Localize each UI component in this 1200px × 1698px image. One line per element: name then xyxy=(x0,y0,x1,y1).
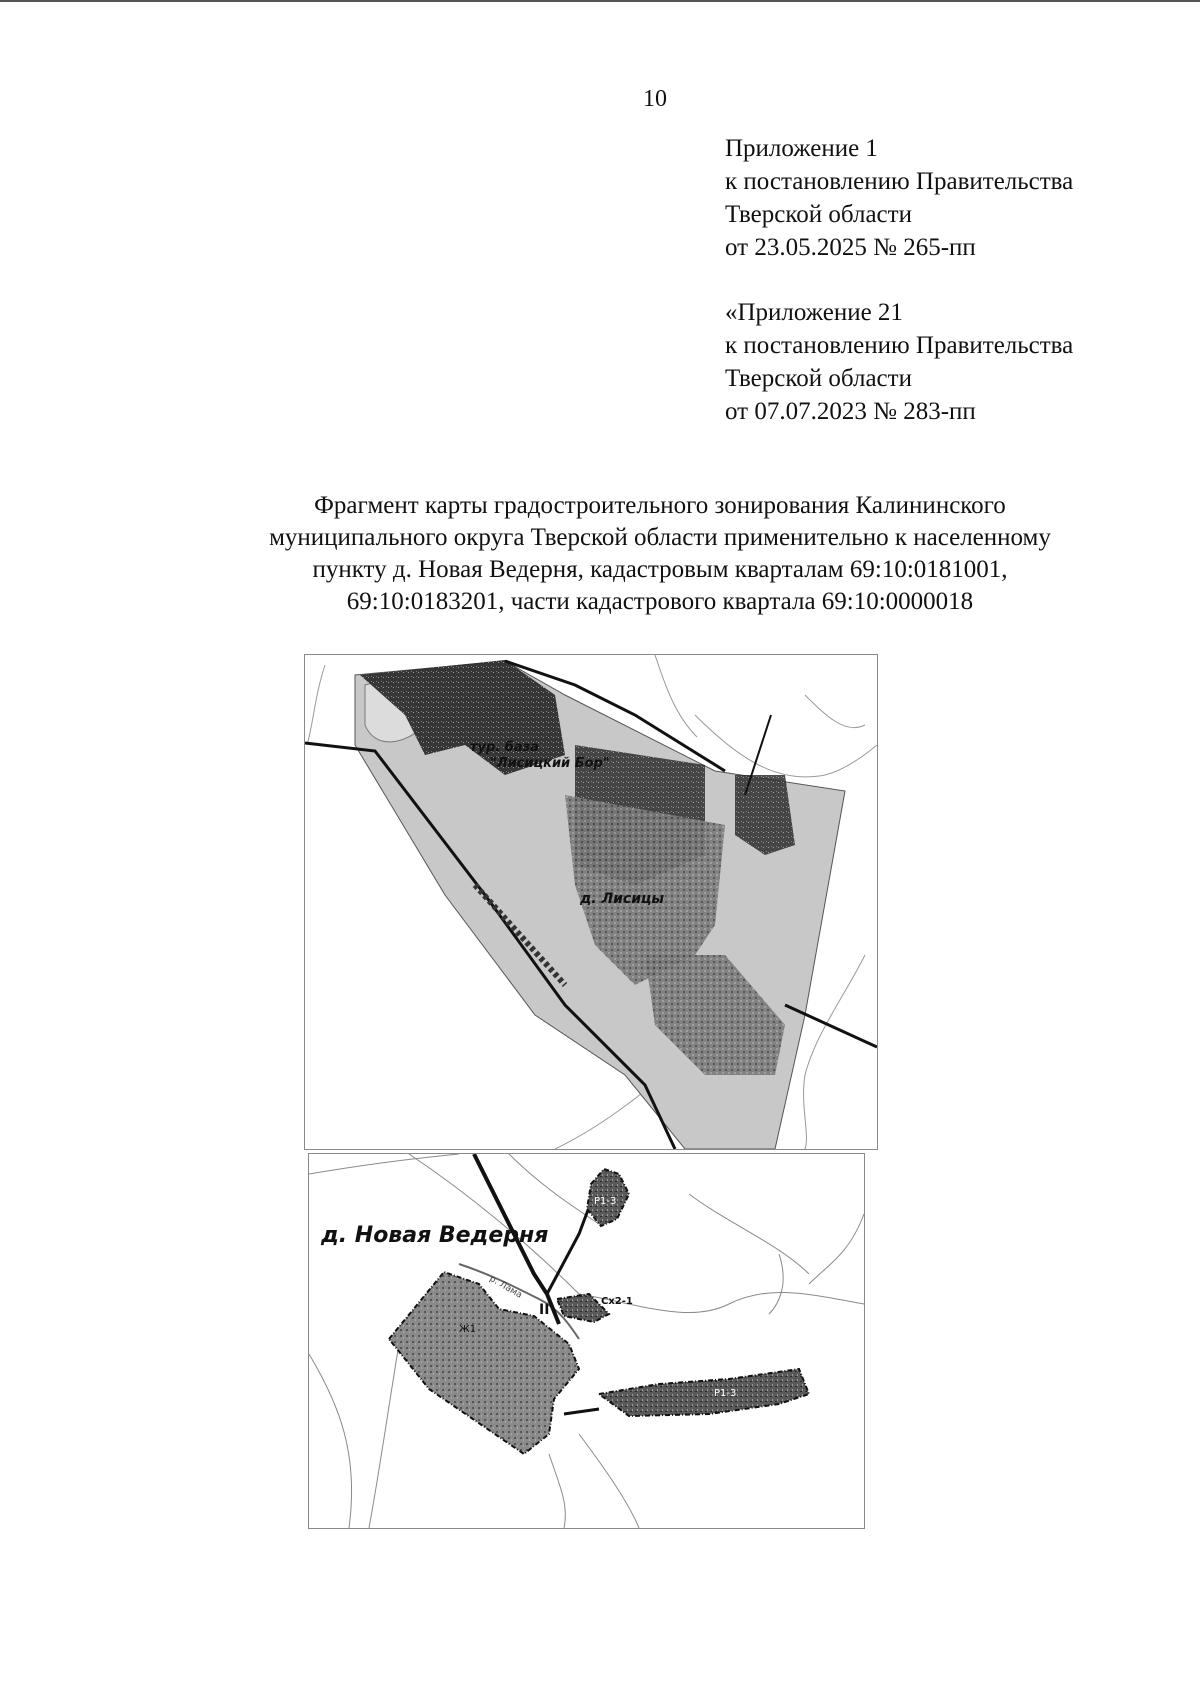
river-label: р. Лама xyxy=(487,1273,524,1301)
map-fragment-lisitsy xyxy=(304,654,878,1150)
appendix-1-line: Тверской области xyxy=(725,201,912,228)
map-label-village-novaya-vedernya: д. Новая Ведерня xyxy=(321,1223,549,1248)
scan-edge xyxy=(0,0,1200,2)
document-title-line: Фрагмент карты градостроительного зонирования Калининского xyxy=(314,492,1006,519)
appendix-21-line: к постановлению Правительства xyxy=(725,332,1074,359)
appendix-1-line: к постановлению Правительства xyxy=(725,168,1074,195)
map-label-village-lisitsy: д. Лисицы xyxy=(580,891,665,907)
zone-r13-bottom xyxy=(599,1369,809,1416)
appendix-1-line: Приложение 1 xyxy=(725,135,878,162)
zone-label-cx21: Сх2-1 xyxy=(601,1296,633,1307)
zone-label-zh1: Ж1 xyxy=(459,1324,477,1335)
zone-label-r13-bottom: Р1-3 xyxy=(714,1388,737,1399)
appendix-21-line: от 07.07.2023 № 283-пп xyxy=(725,398,976,425)
appendix-21-block xyxy=(725,296,1073,428)
page-number: 10 xyxy=(643,86,667,112)
map-novaya-vedernya-drawing xyxy=(309,1154,864,1528)
document-title-line: муниципального округа Тверской области применительно к населенному xyxy=(269,524,1051,551)
map-lisitsy-drawing xyxy=(305,655,877,1149)
road-south xyxy=(564,1409,599,1414)
map-fragment-novaya-vedernya xyxy=(308,1153,865,1529)
appendix-21-line: «Приложение 21 xyxy=(725,299,903,326)
zone-label-r13-top: Р1-3 xyxy=(594,1196,617,1207)
appendix-21-line: Тверской области xyxy=(725,365,912,392)
appendix-1-line: от 23.05.2025 № 265-пп xyxy=(725,234,976,261)
bridge-label: II xyxy=(539,1302,550,1318)
map-label-tourbase-line2: "Лисицкий Бор" xyxy=(490,756,610,771)
map-label-tourbase-line1: тур. база xyxy=(470,740,539,755)
document-title xyxy=(180,490,1140,618)
appendix-1-block xyxy=(725,132,1073,264)
road-to-r13 xyxy=(547,1194,594,1294)
document-title-line: 69:10:0183201, части кадастрового квартала 69:10:0000018 xyxy=(346,588,974,615)
document-title-line: пункту д. Новая Ведерня, кадастровым кварталам 69:10:0181001, xyxy=(312,556,1008,583)
